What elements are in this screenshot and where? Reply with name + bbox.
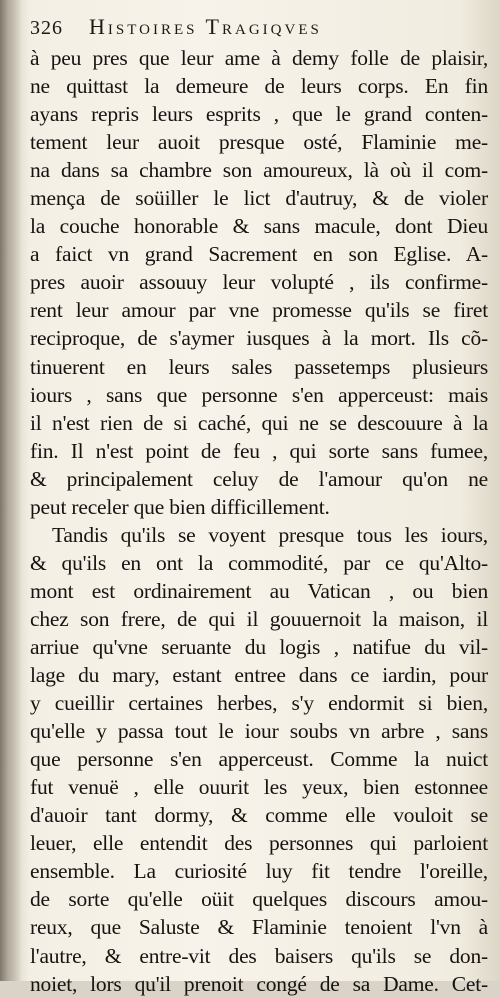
text-line: reux, que Saluste & Flaminie tenoient l'vn à: [30, 915, 488, 940]
text-line: iours , sans que personne s'en apperceust: mais: [30, 382, 488, 407]
text-line: il n'est rien de si caché, qui ne se descouure à la: [30, 410, 488, 435]
text-line: rent leur amour par vne promesse qu'ils se firet: [30, 298, 488, 323]
text-line: la couche honorable & sans macule, dont Dieu: [30, 214, 488, 239]
text-line: y cueillir certaines herbes, s'y endormit si bien,: [30, 691, 488, 716]
page-number: 326: [30, 17, 63, 39]
text-line: ne quittast la demeure de leurs corps. En fin: [30, 74, 488, 99]
text-line: tement leur auoit presque osté, Flaminie me-: [30, 130, 488, 155]
text-line: chez son frere, de qui il gouuernoit la maison, il: [30, 606, 488, 631]
text-line: à peu pres que leur ame à demy folle de plaisir,: [30, 46, 488, 70]
text-line: & principalement celuy de l'amour qu'on ne: [30, 466, 488, 491]
text-line: mont est ordinairement au Vatican , ou bien: [30, 578, 488, 603]
paragraph-first-line: Tandis qu'ils se voyent presque tous les iours,: [52, 522, 488, 547]
text-line: & qu'ils en ont la commodité, par ce qu'Alto-: [30, 550, 488, 575]
text-line: a faict vn grand Sacrement en son Eglise. A-: [30, 242, 488, 267]
text-line: mença de soüiller le lict d'autruy, & de violer: [30, 186, 488, 211]
text-line: ayans repris leurs esprits , que le grand conten-: [30, 102, 488, 127]
text-line: que personne s'en apperceust. Comme la nuict: [30, 747, 488, 772]
text-line: fut venuë , elle ouurit les yeux, bien estonnee: [30, 775, 488, 800]
text-line: de sorte qu'elle oüit quelques discours amou-: [30, 887, 488, 912]
text-line: arriue qu'vne seruante du logis , natifue du vil-: [30, 634, 488, 659]
body-text: [30, 44, 488, 998]
text-line: qu'elle y passa tout le iour soubs vn arbre , sans: [30, 719, 488, 744]
text-line: pres auoir assouuy leur volupté , ils confirme-: [30, 270, 488, 295]
text-line: lage du mary, estant entree dans ce iardin, pour: [30, 663, 488, 688]
text-line: fin. Il n'est point de feu , qui sorte sans fumee,: [30, 438, 488, 463]
running-title: Histoires Tragiqves: [89, 14, 322, 39]
text-line: reciproque, de s'aymer iusques à la mort. Ils cõ-: [30, 326, 488, 351]
text-line: leuer, elle entendit des personnes qui parloient: [30, 831, 488, 856]
text-line: na dans sa chambre son amoureux, là où il com-: [30, 158, 488, 183]
text-line: peut receler que bien difficillement.: [30, 494, 330, 519]
text-line: d'auoir tant dormy, & comme elle vouloit se: [30, 803, 488, 828]
binding-shadow: [0, 0, 22, 981]
running-head: [30, 14, 488, 44]
text-line: l'autre, & entre-vit des baisers qu'ils se don-: [30, 943, 488, 968]
text-line: noiet, lors qu'il prenoit congé de sa Dame. Cet-: [30, 971, 488, 996]
text-line: ensemble. La curiosité luy fit tendre l'oreille,: [30, 859, 488, 884]
text-line: tinuerent en leurs sales passetemps plusieurs: [30, 354, 488, 379]
